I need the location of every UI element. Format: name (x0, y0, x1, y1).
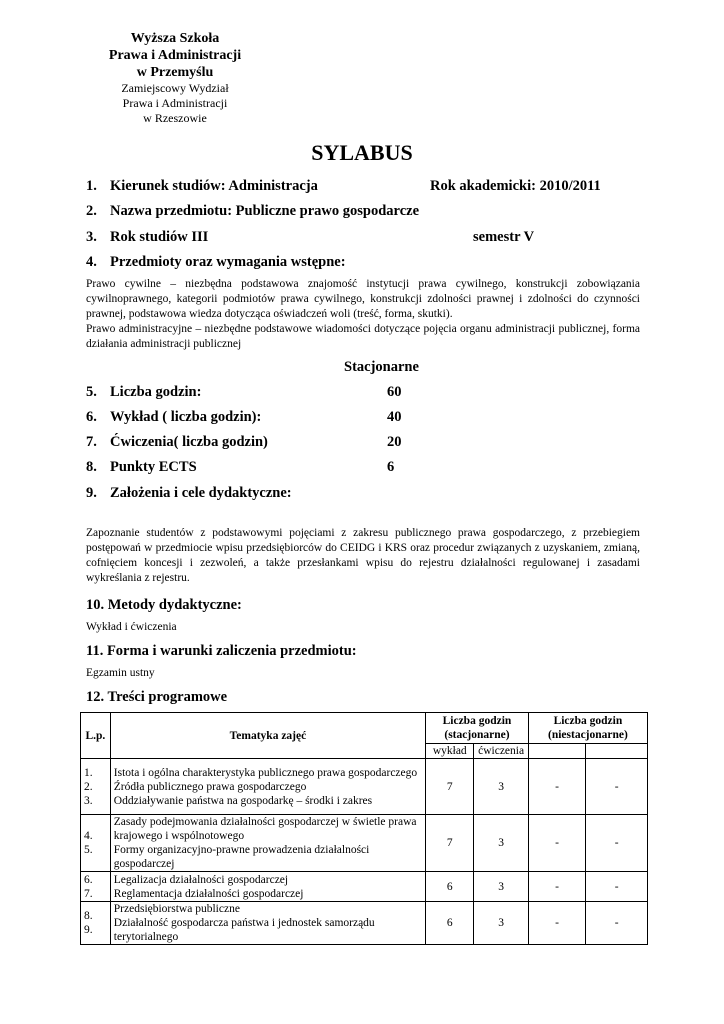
item-6: 6. Wykład ( liczba godzin): (86, 409, 262, 425)
row-topics: Legalizacja działalności gospodarczej Reglamentacja działalności gospodarczej (110, 872, 425, 902)
lecture-hours: 7 (426, 759, 474, 815)
semester: semestr V (473, 229, 535, 245)
item-5: 5. Liczba godzin: (86, 384, 202, 400)
field-of-study: Kierunek studiów: Administracja (110, 178, 318, 194)
nonstationary-lecture: - (528, 902, 586, 945)
table-row (81, 902, 648, 945)
school-name-line3: w Przemyślu (136, 65, 214, 80)
course-name: Nazwa przedmiotu: Publiczne prawo gospodarcze (110, 203, 420, 219)
item-1: 1. Kierunek studiów: Administracja (86, 178, 318, 194)
program-table (80, 712, 648, 945)
program-content-heading: 12. Treści programowe (86, 689, 228, 705)
item-2: 2. Nazwa przedmiotu: Publiczne prawo gospodarcze (86, 203, 420, 219)
total-hours-label: Liczba godzin: (110, 384, 202, 400)
assessment-text: Egzamin ustny (86, 667, 155, 679)
col-header-stationary: Liczba godzin (stacjonarne) (426, 713, 529, 744)
goals-heading: Założenia i cele dydaktyczne: (110, 485, 292, 501)
nonstationary-exercise: - (586, 872, 648, 902)
academic-year: Rok akademicki: 2010/2011 (430, 178, 601, 194)
lecture-hours-value: 40 (387, 409, 402, 425)
empty-subheader (528, 744, 586, 759)
row-topics: Istota i ogólna charakterystyka publicznego prawa gospodarczego Źródła publicznego prawa gospodarczego Oddziaływanie państwa na gospodarkę – środki i zakres (110, 759, 425, 815)
lecture-hours-label: Wykład ( liczba godzin): (110, 409, 262, 425)
row-numbers: 4. 5. (81, 815, 111, 872)
table-row (81, 815, 648, 872)
col-header-topic: Tematyka zajęć (110, 713, 425, 759)
exercise-hours-value: 20 (387, 434, 402, 450)
department-line2: Prawa i Administracji (122, 96, 228, 110)
table-row (81, 759, 648, 815)
document-title: SYLABUS (311, 140, 413, 165)
assessment-heading: 11. Forma i warunki zaliczenia przedmiotu: (86, 643, 357, 659)
row-topics: Przedsiębiorstwa publiczne Działalność gospodarcza państwa i jednostek samorządu terytorialnego (110, 902, 425, 945)
exercise-hours: 3 (474, 872, 528, 902)
nonstationary-lecture: - (528, 815, 586, 872)
nonstationary-exercise: - (586, 902, 648, 945)
item-8: 8. Punkty ECTS (86, 459, 197, 475)
school-name-line2: Prawa i Administracji (108, 48, 242, 63)
col-header-exercise: ćwiczenia (474, 744, 528, 759)
col-header-nonstationary: Liczba godzin (niestacjonarne) (528, 713, 647, 744)
row-numbers: 8. 9. (81, 902, 111, 945)
lecture-hours: 7 (426, 815, 474, 872)
methods-heading: 10. Metody dydaktyczne: (86, 597, 242, 613)
lecture-hours: 6 (426, 902, 474, 945)
item-4: 4. Przedmioty oraz wymagania wstępne: (86, 254, 346, 270)
department-line1: Zamiejscowy Wydział (121, 81, 229, 95)
item-7: 7. Ćwiczenia( liczba godzin) (86, 434, 268, 450)
study-year: Rok studiów III (110, 229, 209, 245)
exercise-hours: 3 (474, 759, 528, 815)
exercise-hours: 3 (474, 902, 528, 945)
goals-text: Zapoznanie studentów z podstawowymi pojęciami z zakresu publicznego prawa gospodarczego, z przebiegiem postępowań w przedmiocie wpisu przedsiębiorców do CEIDG i KRS oraz procedur związanych z uzyskaniem, zmianą, cofnięciem koncesji i zezwoleń, a także przesłankami wpisu do rejestru działalności regulowanej i zasadami wykreślania z rejestru. (86, 527, 640, 584)
row-numbers: 6. 7. (81, 872, 111, 902)
school-name-line1: Wyższa Szkoła (130, 31, 220, 46)
col-header-lecture: wykład (426, 744, 474, 759)
nonstationary-lecture: - (528, 872, 586, 902)
row-numbers: 1. 2. 3. (81, 759, 111, 815)
department-line3: w Rzeszowie (143, 111, 207, 125)
prerequisites-text (86, 277, 640, 352)
nonstationary-exercise: - (586, 815, 648, 872)
item-9: 9. Założenia i cele dydaktyczne: (86, 485, 292, 501)
ects-label: Punkty ECTS (110, 459, 197, 475)
methods-text: Wykład i ćwiczenia (86, 621, 177, 633)
exercise-hours: 3 (474, 815, 528, 872)
col-header-lp: L.p. (81, 713, 111, 759)
prereq-civil-law: Prawo cywilne – niezbędna podstawowa znajomość instytucji prawa cywilnego, konstrukcji zobowiązania cywilnoprawnego, kategorii podmiotów prawa cywilnego, konstrukcji zdolności prawnej i zdolności do czynności prawnej, podstawowa wiedza dotycząca oświadczeń woli (treść, forma, skutki). (86, 278, 640, 320)
nonstationary-lecture: - (528, 759, 586, 815)
row-topics: Zasady podejmowania działalności gospodarczej w świetle prawa krajowego i wspólnotowego Formy organizacyjno-prawne prowadzenia działalności gospodarczej (110, 815, 425, 872)
item-3: 3. Rok studiów III (86, 229, 209, 245)
prerequisites-heading: Przedmioty oraz wymagania wstępne: (110, 254, 346, 270)
stationary-label: Stacjonarne (344, 359, 419, 375)
prereq-admin-law: Prawo administracyjne – niezbędne podstawowe wiadomości dotyczące pojęcia organu administracji publicznej, forma działania administracji publicznej (86, 323, 640, 350)
empty-subheader (586, 744, 648, 759)
school-header (60, 30, 290, 126)
ects-value: 6 (387, 459, 395, 475)
total-hours-value: 60 (387, 384, 402, 400)
lecture-hours: 6 (426, 872, 474, 902)
nonstationary-exercise: - (586, 759, 648, 815)
table-row (81, 872, 648, 902)
exercise-hours-label: Ćwiczenia( liczba godzin) (110, 434, 268, 450)
